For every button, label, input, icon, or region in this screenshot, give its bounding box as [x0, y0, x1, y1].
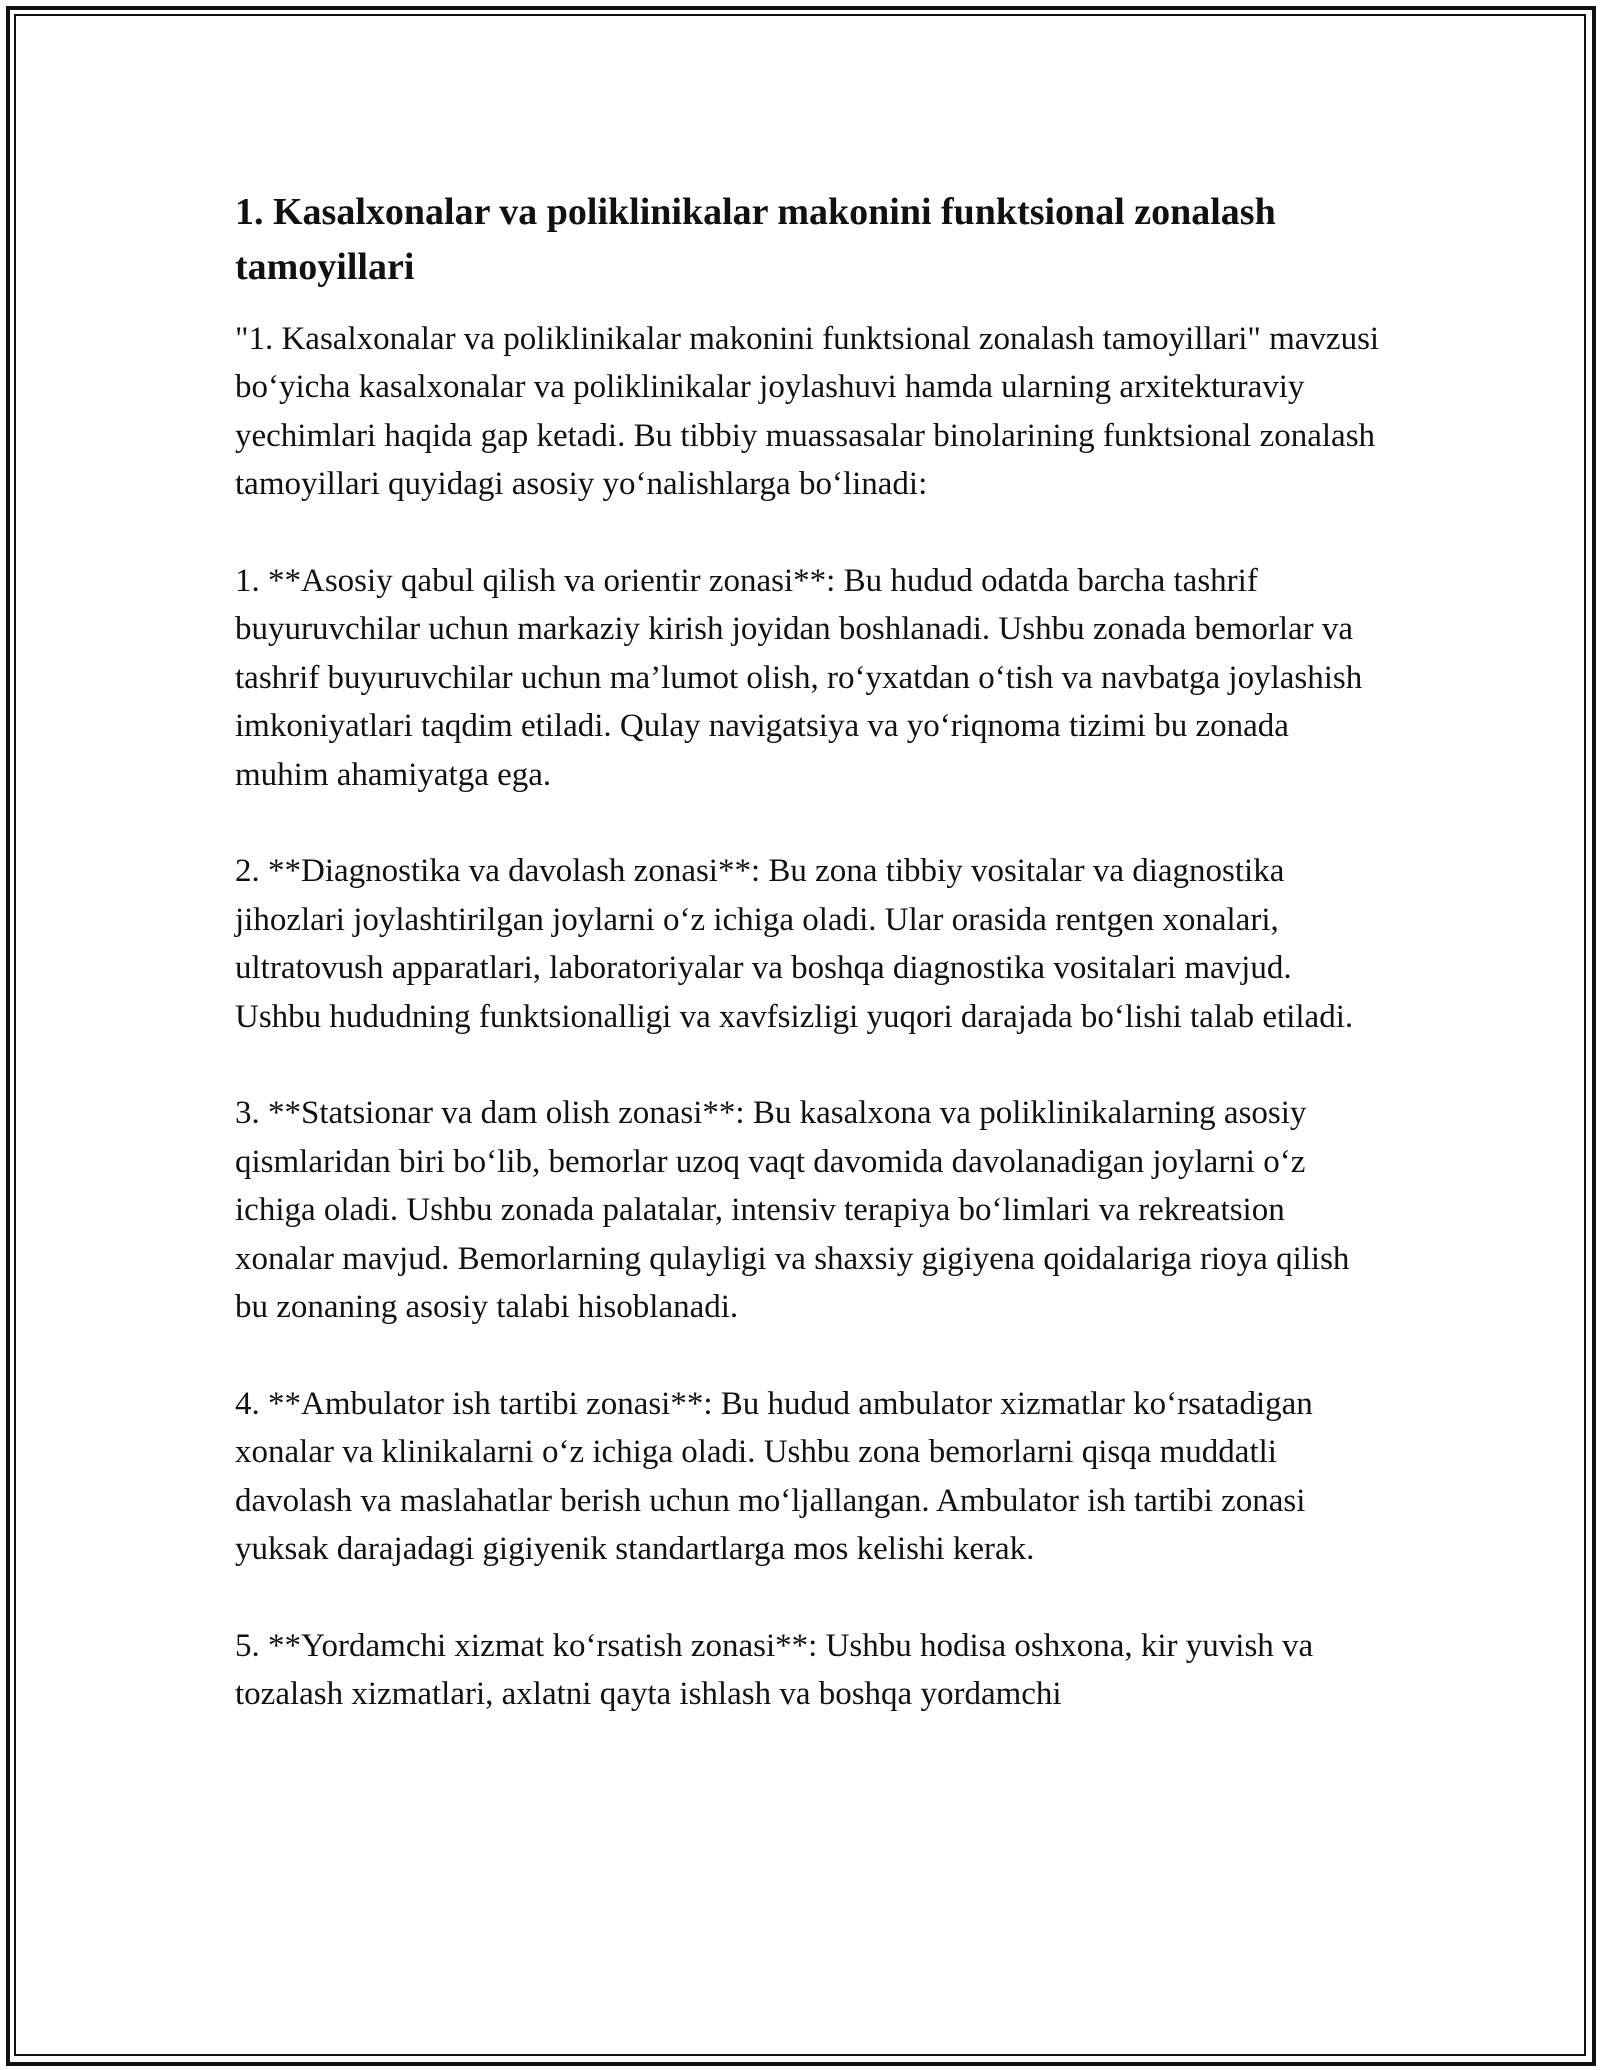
intro-paragraph: "1. Kasalxonalar va poliklinikalar makonini funktsional zonalash tamoyillari" mavzusi bo‘yicha kasalxonalar va poliklinikalar joylashuvi hamda ularning arxitekturaviy yechimlari haqida gap ketadi. Bu tibbiy muassasalar binolarining funktsional zonalash tamoyillari quyidagi asosiy yo‘nalishlarga bo‘linadi:	[235, 321, 1380, 503]
section-heading: 1. Kasalxonalar va poliklinikalar makonini funktsional zonalash tamoyillari	[235, 191, 1276, 288]
zone-2-paragraph: 2. **Diagnostika va davolash zonasi**: Bu zona tibbiy vositalar va diagnostika jihozlari joylashtirilgan joylarni o‘z ichiga oladi. Ular orasida rentgen xonalari, ultratovush apparatlari, laboratoriyalar va boshqa diagnostika vositalari mavjud. Ushbu hududning funktsionalligi va xavfsizligi yuqori darajada bo‘lishi talab etiladi.	[235, 853, 1354, 1035]
zone-1-paragraph: 1. **Asosiy qabul qilish va orientir zonasi**: Bu hudud odatda barcha tashrif buyuruvchilar uchun markaziy kirish joyidan boshlanadi. Ushbu zonada bemorlar va tashrif buyuruvchilar uchun ma’lumot olish, ro‘yxatdan o‘tish va navbatga joylashish imkoniyatlari taqdim etiladi. Qulay navigatsiya va yo‘riqnoma tizimi bu zonada muhim ahamiyatga ega.	[235, 563, 1363, 793]
document-body	[235, 185, 1385, 1767]
zone-4-paragraph: 4. **Ambulator ish tartibi zonasi**: Bu hudud ambulator xizmatlar ko‘rsatadigan xonalar va klinikalarni o‘z ichiga oladi. Ushbu zona bemorlarni qisqa muddatli davolash va maslahatlar berish uchun mo‘ljallangan. Ambulator ish tartibi zonasi yuksak darajadagi gigiyenik standartlarga mos kelishi kerak.	[235, 1385, 1313, 1568]
zone-5-paragraph: 5. **Yordamchi xizmat ko‘rsatish zonasi**: Ushbu hodisa oshxona, kir yuvish va tozalash xizmatlari, axlatni qayta ishlash va boshqa yordamchi	[235, 1627, 1314, 1713]
zone-3-paragraph: 3. **Statsionar va dam olish zonasi**: Bu kasalxona va poliklinikalarning asosiy qismlaridan biri bo‘lib, bemorlar uzoq vaqt davomida davolanadigan joylarni o‘z ichiga oladi. Ushbu zonada palatalar, intensiv terapiya bo‘limlari va rekreatsion xonalar mavjud. Bemorlarning qulayligi va shaxsiy gigiyena qoidalariga rioya qilish bu zonaning asosiy talabi hisoblanadi.	[235, 1095, 1350, 1326]
